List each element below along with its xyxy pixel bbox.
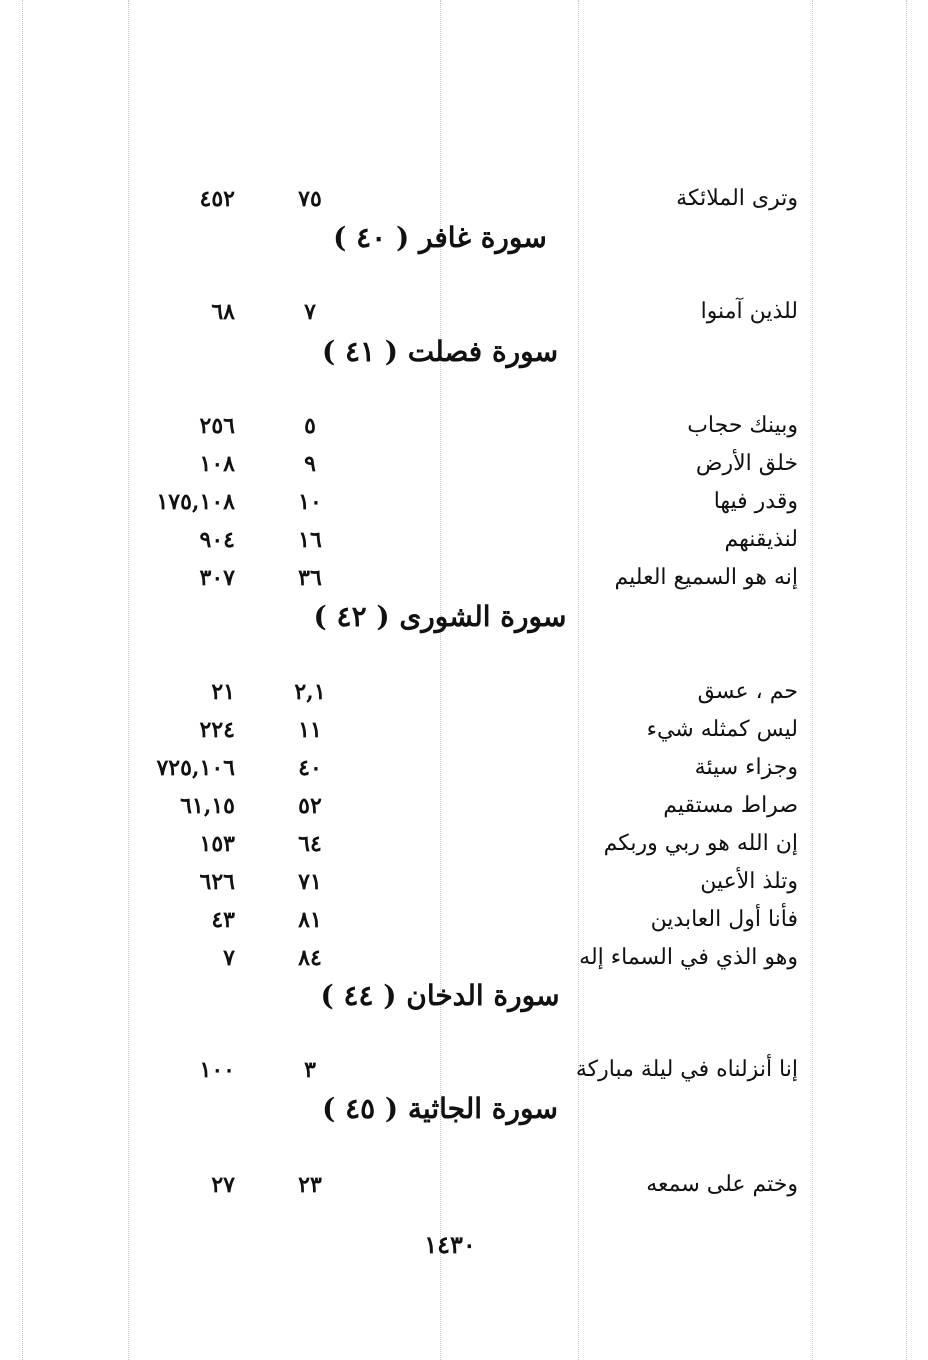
ayah-number: ٣٦ <box>298 565 322 591</box>
verse-text: حم ، عسق <box>697 679 798 704</box>
index-entry <box>0 559 928 597</box>
verse-text: فأنا أول العابدين <box>650 907 798 932</box>
page-references: ٢٢٤ <box>199 717 235 743</box>
verse-text: وختم على سمعه <box>646 1172 798 1197</box>
ayah-number: ٧١ <box>298 869 322 895</box>
verse-text: وبينك حجاب <box>687 413 798 438</box>
surah-heading: سورة الجاثية ( ٤٥ ) <box>322 1092 558 1125</box>
ayah-number: ٨٤ <box>298 945 322 971</box>
page-references: ١٥٣ <box>199 831 235 857</box>
page-references: ٢٥٦ <box>199 413 235 439</box>
page-references: ٦١,١٥ <box>180 793 235 819</box>
page-references: ٩٠٤ <box>199 527 235 553</box>
ayah-number: ٤٠ <box>298 755 322 781</box>
ayah-number: ٧٥ <box>298 186 322 212</box>
index-entry <box>0 673 928 711</box>
ayah-number: ١٦ <box>298 527 322 553</box>
index-entry <box>0 521 928 559</box>
page-references: ٢٧ <box>211 1172 235 1198</box>
surah-heading: سورة الدخان ( ٤٤ ) <box>320 979 560 1012</box>
verse-text: وهو الذي في السماء إله <box>579 945 798 970</box>
ayah-number: ٩ <box>304 451 316 477</box>
surah-heading: سورة فصلت ( ٤١ ) <box>321 335 559 368</box>
ayah-number: ١١ <box>298 717 322 743</box>
index-entry <box>0 787 928 825</box>
index-entry <box>0 825 928 863</box>
page-references: ٤٥٢ <box>199 186 235 212</box>
ayah-number: ٥٢ <box>298 793 322 819</box>
verse-text: صراط مستقيم <box>663 793 798 818</box>
page-references: ٢١ <box>211 679 235 705</box>
surah-heading: سورة غافر ( ٤٠ ) <box>333 221 547 254</box>
verse-text: إن الله هو ربي وربكم <box>603 831 798 856</box>
page-references: ٦٢٦ <box>199 869 235 895</box>
page-references: ١٧٥,١٠٨ <box>156 489 235 515</box>
index-entry <box>0 445 928 483</box>
index-entry <box>0 407 928 445</box>
index-entry <box>0 711 928 749</box>
page-number: ١٤٣٠ <box>424 1230 476 1259</box>
verse-text: إنا أنزلناه في ليلة مباركة <box>575 1057 798 1082</box>
verse-text: ليس كمثله شيء <box>646 717 798 742</box>
page-references: ٦٨ <box>211 299 235 325</box>
page-references: ١٠٠ <box>199 1057 235 1083</box>
ayah-number: ٥ <box>304 413 316 439</box>
verse-text: وجزاء سيئة <box>694 755 798 780</box>
page-references: ١٠٨ <box>199 451 235 477</box>
page-references: ٣٠٧ <box>199 565 235 591</box>
ayah-number: ٧ <box>304 299 316 325</box>
index-entry <box>0 180 928 218</box>
index-entry <box>0 939 928 977</box>
ayah-number: ٨١ <box>298 907 322 933</box>
verse-text: وترى الملائكة <box>676 186 798 211</box>
ayah-number: ١٠ <box>298 489 322 515</box>
verse-text: إنه هو السميع العليم <box>614 565 798 590</box>
index-entry <box>0 863 928 901</box>
verse-text: لنذيقنهم <box>724 527 798 552</box>
index-entry <box>0 1166 928 1204</box>
index-entry <box>0 901 928 939</box>
ayah-number: ٢,١ <box>294 679 326 705</box>
index-entry <box>0 483 928 521</box>
index-entry <box>0 293 928 331</box>
ayah-number: ٢٣ <box>298 1172 322 1198</box>
page-references: ٧٢٥,١٠٦ <box>156 755 235 781</box>
verse-text: وتلذ الأعين <box>700 869 798 894</box>
verse-text: للذين آمنوا <box>700 299 798 324</box>
ayah-number: ٣ <box>304 1057 316 1083</box>
index-entry <box>0 749 928 787</box>
index-entry <box>0 1051 928 1089</box>
page-references: ٧ <box>223 945 235 971</box>
surah-heading: سورة الشورى ( ٤٢ ) <box>313 600 567 633</box>
ayah-number: ٦٤ <box>298 831 322 857</box>
page-references: ٤٣ <box>211 907 235 933</box>
verse-text: وقدر فيها <box>713 489 798 514</box>
verse-text: خلق الأرض <box>695 451 798 476</box>
